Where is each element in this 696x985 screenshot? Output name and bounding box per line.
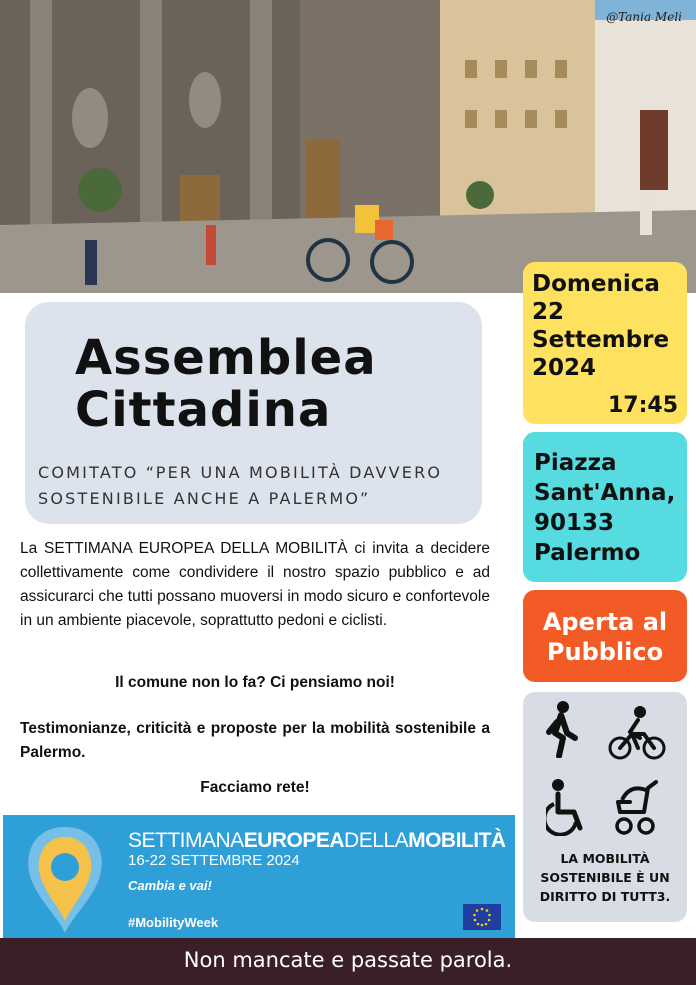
subtitle-line-1: COMITATO “PER UNA MOBILITÀ DAVVERO	[38, 463, 443, 482]
hero-photo	[0, 0, 696, 293]
banner-title-d: MOBILITÀ	[408, 829, 506, 852]
testimonials-line: Testimonianze, criticità e proposte per la mobilità sostenibile a Palermo.	[20, 720, 490, 761]
rights-line-3: DIRITTO DI TUTT3.	[539, 889, 671, 904]
event-place	[534, 448, 675, 568]
banner-title-a: SETTIMANA	[128, 829, 244, 852]
banner-title	[128, 829, 506, 853]
event-date	[532, 270, 669, 382]
open-to-public	[523, 607, 687, 667]
rights-line-1: LA MOBILITÀ	[560, 851, 650, 866]
place-line-4: Palermo	[534, 540, 641, 566]
eu-flag-icon	[463, 904, 501, 930]
pedestrian-icon	[543, 700, 579, 758]
title-line-1: Assemblea	[75, 330, 377, 386]
open-line-2: Pubblico	[546, 638, 664, 666]
open-line-1: Aperta al	[542, 608, 668, 636]
photo-credit: @Tania Meli	[606, 10, 682, 24]
map-pin-logo	[17, 815, 127, 938]
cyclist-icon	[608, 704, 666, 762]
date-year: 2024	[532, 355, 597, 381]
banner-title-b: EUROPEA	[243, 829, 345, 852]
network-line: Facciamo rete!	[200, 779, 310, 796]
banner-dates: 16-22 SETTEMBRE 2024	[128, 852, 300, 869]
page-title	[75, 332, 377, 436]
wheelchair-icon	[546, 778, 590, 836]
subtitle	[38, 460, 478, 512]
place-line-2: Sant'Anna,	[534, 480, 676, 506]
place-line-3: 90133	[534, 510, 615, 536]
place-line-1: Piazza	[534, 450, 617, 476]
subtitle-line-2: SOSTENIBILE ANCHE A PALERMO”	[38, 489, 371, 508]
question-line: Il comune non lo fa? Ci pensiamo noi!	[115, 674, 395, 691]
event-time: 17:45	[607, 393, 678, 418]
footer-text: Non mancate e passate parola.	[183, 948, 513, 972]
date-day: Domenica	[532, 271, 660, 297]
banner-slogan: Cambia e vai!	[128, 878, 212, 893]
intro-paragraph: La SETTIMANA EUROPEA DELLA MOBILITÀ ci invita a decidere collettivamente come condividere il nostro spazio pubblico e ad assicurarci che tutti possano muoversi in modo sicuro e confortevole in un ambiente piacevole, soprattutto pedoni e ciclisti.	[20, 540, 490, 629]
title-line-2: Cittadina	[75, 382, 332, 438]
rights-line-2: SOSTENIBILE È UN	[540, 870, 670, 885]
banner-hashtag: #MobilityWeek	[128, 915, 219, 930]
date-number: 22	[532, 299, 565, 325]
banner-title-c: DELLA	[344, 829, 409, 852]
date-month: Settembre	[532, 327, 670, 353]
stroller-icon	[610, 778, 668, 836]
mobility-rights-text	[523, 849, 687, 906]
